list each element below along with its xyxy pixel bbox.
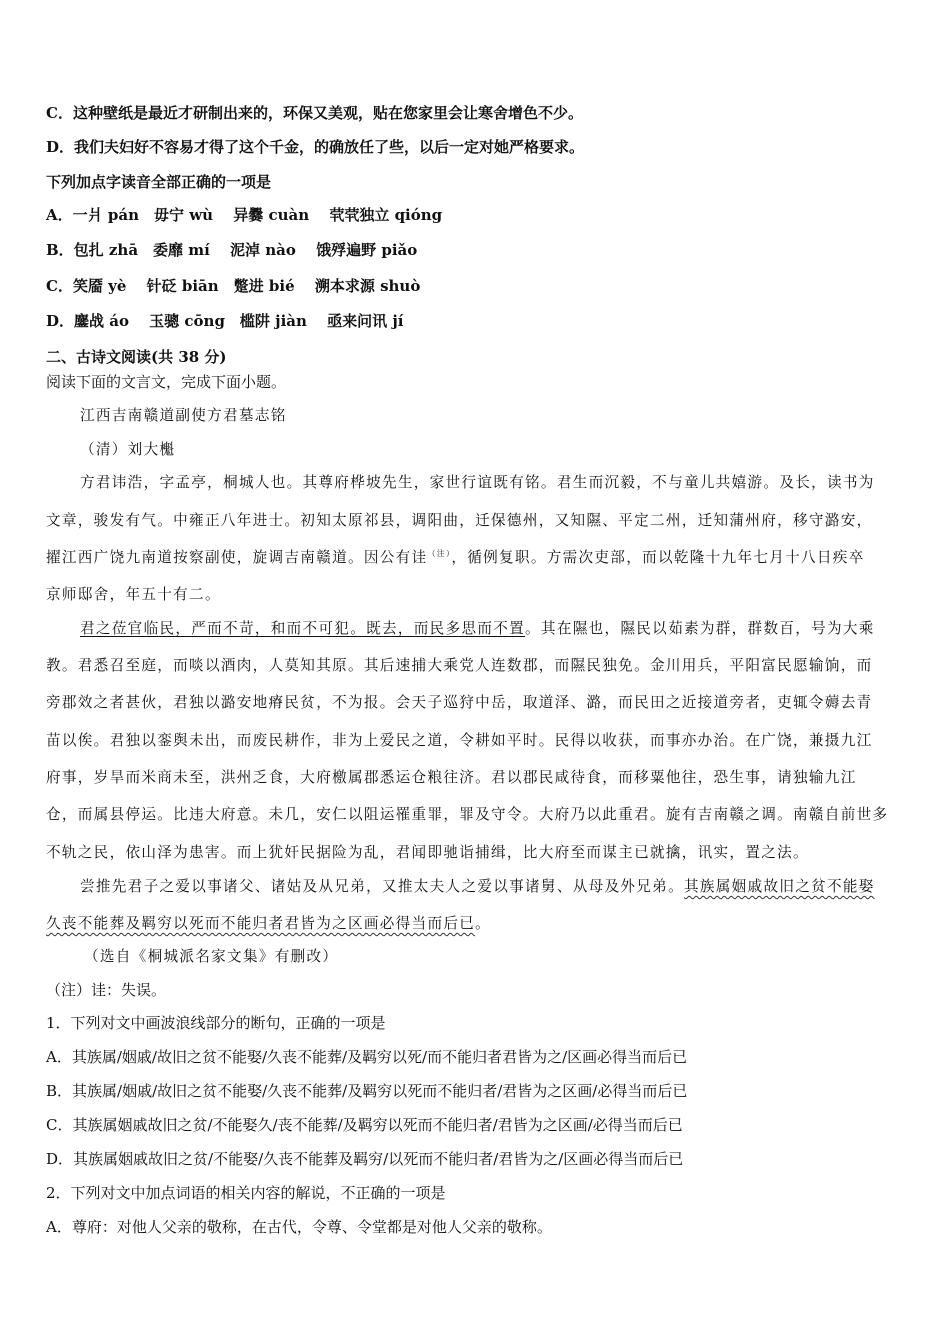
pinyin-option-b: B．包扎 zhā 委靡 mí 泥淖 nào 饿殍遍野 piǎo [46,241,418,259]
q2-option-a: A．尊府：对他人父亲的敬称，在古代，令尊、令堂都是对他人父亲的敬称。 [46,1218,552,1236]
passage-p1-line3 [46,546,865,567]
section-instruction: 阅读下面的文言文，完成下面小题。 [46,373,287,391]
prev-option-d: D．我们夫妇好不容易才得了这个千金，的确放任了些，以后一定对她严格要求。 [46,138,585,156]
q1-option-b: B．其族属/姻戚/故旧之贫不能娶/久丧不能葬/及羁穷以死而不能归者/君皆为之区画/必得当而后已 [46,1082,688,1100]
passage-p3-end: 。 [475,915,492,932]
q1-stem: 1．下列对文中画波浪线部分的断句，正确的一项是 [46,1014,386,1032]
pinyin-option-d: D．鏖战 áo 玉骢 cōng 槛阱 jiàn 亟来问讯 jí [46,312,404,330]
section-heading: 二、古诗文阅读(共 38 分) [46,348,227,366]
q2-stem: 2．下列对文中加点词语的相关内容的解说，不正确的一项是 [46,1184,446,1202]
passage-source: （选自《桐城派名家文集》有删改） [84,948,339,965]
passage-p2-line1-rest: 。其在隰也，隰民以茹素为群，群数百，号为大乘 [525,620,875,637]
passage-p2-line3: 旁郡效之者甚伙，君独以潞安地瘠民贫，不为报。会天子巡狩中岳，取道泽、潞，而民田之近接道旁者，吏辄令薅去青 [46,694,873,711]
passage-p1-line3-a: 擢江西广饶九南道按察副使，旋调吉南赣道。因公有诖 [46,549,428,566]
passage-author: （清）刘大櫆 [80,441,176,458]
pinyin-option-c: C．笑靥 yè 针砭 biān 蹩进 bié 溯本求源 shuò [46,277,421,295]
q1-option-a: A．其族属/姻戚/故旧之贫不能娶/久丧不能葬/及羁穷以死/而不能归者君皆为之/区画必得当而后已 [46,1048,688,1066]
passage-p1-line2: 文章，骏发有气。中雍正八年进士。初知太原祁县，调阳曲，迁保德州，又知隰、平定二州，迁知蒲州府，移守潞安， [46,512,873,529]
passage-p2-line2: 教。君悉召至庭，而啖以酒肉，人莫知其原。其后速捕大乘党人连数郡，而隰民独免。金川用兵，平阳富民愿输饷，而 [46,657,873,674]
q1-option-c: C．其族属姻戚故旧之贫/不能娶久/丧不能葬/及羁穷以死而不能归者/君皆为之区画/必得当而后已 [46,1116,683,1134]
annotation-note: （注）诖：失误。 [46,981,167,999]
q1-option-d: D．其族属姻戚故旧之贫/不能娶/久丧不能葬及羁穷/以死而不能归者/君皆为之/区画必得当而后已 [46,1150,684,1168]
pinyin-option-a: A．一爿 pán 毋宁 wù 异爨 cuàn 茕茕独立 qióng [46,206,443,224]
passage-p1-line4: 京师邸舍，年五十有二。 [46,586,221,603]
passage-p1-line1: 方君讳浩，字孟亭，桐城人也。其尊府桦坡先生，家世行谊既有铭。君生而沉毅，不与童儿共嬉游。及长，读书为 [80,474,875,491]
passage-title: 江西吉南赣道副使方君墓志铭 [80,407,287,424]
passage-p3-line1 [80,875,875,896]
passage-p2-line5: 府事，岁旱而米商未至，洪州乏食，大府檄属郡悉运仓粮往济。君以郡民咸待食，而移粟他往，恐生事，请独输九江 [46,769,857,786]
passage-p2-line4: 苗以俟。君独以銮舆未出，而废民耕作，非为上爱民之道，令耕如平时。民得以收获，而事亦办治。在广饶，兼摄九江 [46,732,873,749]
passage-p2-line6: 仓，而属县停运。比违大府意。未几，安仁以阻运罹重罪，罪及守令。大府乃以此重君。旋有吉南赣之调。南赣自前世多 [46,806,889,823]
passage-p3-lead: 尝推先君子之爱以事诸父、诸姑及从兄弟，又推太夫人之爱以事诸舅、从母及外兄弟。 [80,878,684,895]
pinyin-question-stem: 下列加点字读音全部正确的一项是 [46,173,272,191]
passage-p2-line7: 不轨之民，依山泽为患害。而上犹奸民据险为乱，君闻即驰诣捕缉，比大府至而谋主已就擒，讯实，置之法。 [46,844,809,861]
underlined-sentence: 君之莅官临民，严而不苛，和而不可犯。既去，而民多思而不置 [80,620,526,637]
passage-p2-line1 [80,617,875,638]
passage-p1-line3-b: ，循例复职。方需次吏部，而以乾隆十九年七月十八日疾卒 [451,549,865,566]
prev-option-c: C．这种壁纸是最近才研制出来的，环保又美观，贴在您家里会让寒舍增色不少。 [46,104,583,122]
wavy-text-2: 久丧不能葬及羁穷以死而不能归者君皆为之区画必得当而后已 [46,915,476,932]
wavy-text-1: 其族属姻戚故旧之贫不能娶 [683,878,875,895]
passage-p3-line2 [46,912,491,933]
note-marker: （注） [427,549,452,559]
